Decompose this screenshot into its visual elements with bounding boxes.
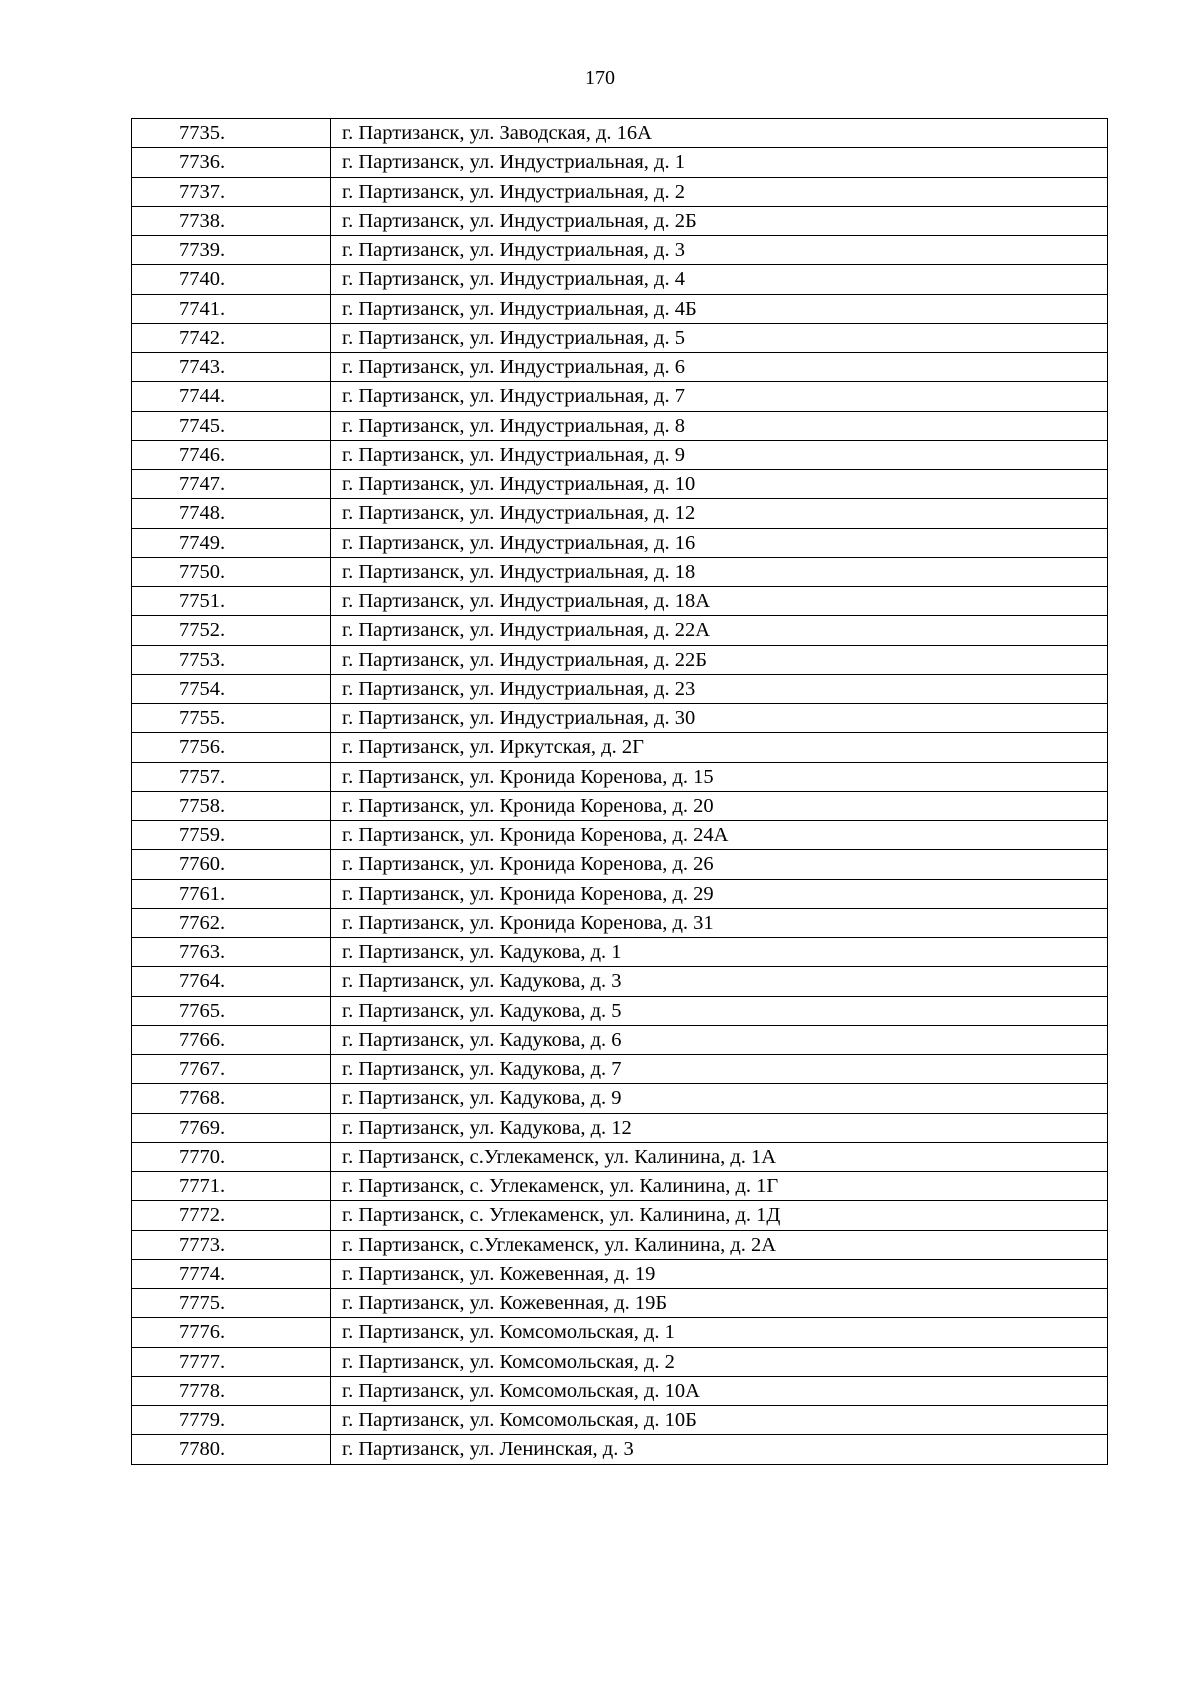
address-cell: г. Партизанск, ул. Кронида Коренова, д. 29 <box>331 879 1108 908</box>
row-number-cell: 7772. <box>132 1201 331 1230</box>
table-row <box>132 1435 1108 1464</box>
row-number-cell: 7758. <box>132 791 331 820</box>
address-cell: г. Партизанск, ул. Кадукова, д. 6 <box>331 1025 1108 1054</box>
address-cell: г. Партизанск, с. Углекаменск, ул. Калинина, д. 1Г <box>331 1172 1108 1201</box>
table-row <box>132 265 1108 294</box>
address-table <box>131 118 1108 1465</box>
table-row <box>132 470 1108 499</box>
table-row <box>132 1113 1108 1142</box>
row-number-cell: 7742. <box>132 323 331 352</box>
row-number-cell: 7759. <box>132 821 331 850</box>
address-cell: г. Партизанск, ул. Индустриальная, д. 22Б <box>331 645 1108 674</box>
address-cell: г. Партизанск, с.Углекаменск, ул. Калинина, д. 2А <box>331 1230 1108 1259</box>
row-number-cell: 7747. <box>132 470 331 499</box>
row-number-cell: 7780. <box>132 1435 331 1464</box>
row-number-cell: 7757. <box>132 762 331 791</box>
row-number-cell: 7763. <box>132 938 331 967</box>
address-cell: г. Партизанск, ул. Индустриальная, д. 12 <box>331 499 1108 528</box>
row-number-cell: 7743. <box>132 353 331 382</box>
table-row <box>132 294 1108 323</box>
address-cell: г. Партизанск, ул. Комсомольская, д. 1 <box>331 1318 1108 1347</box>
address-cell: г. Партизанск, ул. Кронида Коренова, д. 15 <box>331 762 1108 791</box>
table-row <box>132 1201 1108 1230</box>
address-cell: г. Партизанск, с. Углекаменск, ул. Калинина, д. 1Д <box>331 1201 1108 1230</box>
table-row <box>132 587 1108 616</box>
row-number-cell: 7764. <box>132 967 331 996</box>
table-row <box>132 674 1108 703</box>
row-number-cell: 7776. <box>132 1318 331 1347</box>
row-number-cell: 7750. <box>132 557 331 586</box>
address-cell: г. Партизанск, ул. Кадукова, д. 7 <box>331 1055 1108 1084</box>
row-number-cell: 7756. <box>132 733 331 762</box>
row-number-cell: 7769. <box>132 1113 331 1142</box>
row-number-cell: 7755. <box>132 704 331 733</box>
table-row <box>132 850 1108 879</box>
row-number-cell: 7745. <box>132 411 331 440</box>
address-cell: г. Партизанск, ул. Индустриальная, д. 2Б <box>331 206 1108 235</box>
address-cell: г. Партизанск, ул. Индустриальная, д. 22А <box>331 616 1108 645</box>
table-row <box>132 236 1108 265</box>
row-number-cell: 7774. <box>132 1259 331 1288</box>
table-row <box>132 1172 1108 1201</box>
table-row <box>132 528 1108 557</box>
address-cell: г. Партизанск, ул. Индустриальная, д. 4Б <box>331 294 1108 323</box>
address-cell: г. Партизанск, ул. Комсомольская, д. 2 <box>331 1347 1108 1376</box>
table-row <box>132 821 1108 850</box>
row-number-cell: 7770. <box>132 1142 331 1171</box>
table-row <box>132 1259 1108 1288</box>
address-cell: г. Партизанск, ул. Индустриальная, д. 9 <box>331 440 1108 469</box>
address-cell: г. Партизанск, ул. Индустриальная, д. 5 <box>331 323 1108 352</box>
row-number-cell: 7740. <box>132 265 331 294</box>
address-cell: г. Партизанск, ул. Индустриальная, д. 30 <box>331 704 1108 733</box>
table-row <box>132 967 1108 996</box>
table-row <box>132 1406 1108 1435</box>
table-row <box>132 762 1108 791</box>
address-cell: г. Партизанск, ул. Кадукова, д. 1 <box>331 938 1108 967</box>
address-cell: г. Партизанск, ул. Индустриальная, д. 6 <box>331 353 1108 382</box>
address-cell: г. Партизанск, ул. Кадукова, д. 9 <box>331 1084 1108 1113</box>
row-number-cell: 7749. <box>132 528 331 557</box>
address-cell: г. Партизанск, ул. Кронида Коренова, д. 24А <box>331 821 1108 850</box>
row-number-cell: 7761. <box>132 879 331 908</box>
row-number-cell: 7779. <box>132 1406 331 1435</box>
table-row <box>132 1347 1108 1376</box>
address-cell: г. Партизанск, ул. Ленинская, д. 3 <box>331 1435 1108 1464</box>
row-number-cell: 7766. <box>132 1025 331 1054</box>
row-number-cell: 7748. <box>132 499 331 528</box>
address-cell: г. Партизанск, ул. Иркутская, д. 2Г <box>331 733 1108 762</box>
row-number-cell: 7735. <box>132 119 331 148</box>
row-number-cell: 7753. <box>132 645 331 674</box>
address-cell: г. Партизанск, ул. Кронида Коренова, д. 26 <box>331 850 1108 879</box>
table-row <box>132 616 1108 645</box>
page-number: 170 <box>585 67 615 89</box>
address-cell: г. Партизанск, ул. Индустриальная, д. 7 <box>331 382 1108 411</box>
row-number-cell: 7744. <box>132 382 331 411</box>
row-number-cell: 7746. <box>132 440 331 469</box>
row-number-cell: 7768. <box>132 1084 331 1113</box>
address-cell: г. Партизанск, ул. Комсомольская, д. 10А <box>331 1376 1108 1405</box>
table-row <box>132 1289 1108 1318</box>
address-cell: г. Партизанск, ул. Заводская, д. 16А <box>331 119 1108 148</box>
address-cell: г. Партизанск, ул. Индустриальная, д. 10 <box>331 470 1108 499</box>
address-cell: г. Партизанск, ул. Кронида Коренова, д. 31 <box>331 908 1108 937</box>
row-number-cell: 7767. <box>132 1055 331 1084</box>
row-number-cell: 7752. <box>132 616 331 645</box>
table-row <box>132 119 1108 148</box>
address-cell: г. Партизанск, ул. Кожевенная, д. 19Б <box>331 1289 1108 1318</box>
table-row <box>132 996 1108 1025</box>
address-cell: г. Партизанск, ул. Индустриальная, д. 1 <box>331 148 1108 177</box>
address-cell: г. Партизанск, ул. Индустриальная, д. 4 <box>331 265 1108 294</box>
row-number-cell: 7760. <box>132 850 331 879</box>
table-body <box>132 119 1108 1465</box>
address-cell: г. Партизанск, ул. Индустриальная, д. 18 <box>331 557 1108 586</box>
row-number-cell: 7765. <box>132 996 331 1025</box>
address-cell: г. Партизанск, ул. Индустриальная, д. 2 <box>331 177 1108 206</box>
table-row <box>132 382 1108 411</box>
table-row <box>132 411 1108 440</box>
table-row <box>132 353 1108 382</box>
table-row <box>132 1025 1108 1054</box>
address-cell: г. Партизанск, ул. Кадукова, д. 12 <box>331 1113 1108 1142</box>
table-row <box>132 177 1108 206</box>
table-row <box>132 938 1108 967</box>
table-row <box>132 1376 1108 1405</box>
table-row <box>132 440 1108 469</box>
table-row <box>132 791 1108 820</box>
row-number-cell: 7754. <box>132 674 331 703</box>
table-row <box>132 1055 1108 1084</box>
row-number-cell: 7775. <box>132 1289 331 1318</box>
table-row <box>132 323 1108 352</box>
row-number-cell: 7736. <box>132 148 331 177</box>
table-row <box>132 1142 1108 1171</box>
row-number-cell: 7741. <box>132 294 331 323</box>
row-number-cell: 7737. <box>132 177 331 206</box>
address-cell: г. Партизанск, ул. Кронида Коренова, д. 20 <box>331 791 1108 820</box>
address-cell: г. Партизанск, ул. Индустриальная, д. 8 <box>331 411 1108 440</box>
table-row <box>132 704 1108 733</box>
address-cell: г. Партизанск, ул. Кадукова, д. 3 <box>331 967 1108 996</box>
row-number-cell: 7738. <box>132 206 331 235</box>
table-row <box>132 1230 1108 1259</box>
table-row <box>132 645 1108 674</box>
address-cell: г. Партизанск, ул. Индустриальная, д. 16 <box>331 528 1108 557</box>
table-row <box>132 557 1108 586</box>
row-number-cell: 7762. <box>132 908 331 937</box>
address-cell: г. Партизанск, ул. Комсомольская, д. 10Б <box>331 1406 1108 1435</box>
row-number-cell: 7771. <box>132 1172 331 1201</box>
table-row <box>132 148 1108 177</box>
address-cell: г. Партизанск, ул. Индустриальная, д. 23 <box>331 674 1108 703</box>
row-number-cell: 7739. <box>132 236 331 265</box>
table-row <box>132 499 1108 528</box>
address-cell: г. Партизанск, ул. Кадукова, д. 5 <box>331 996 1108 1025</box>
table-row <box>132 1318 1108 1347</box>
address-cell: г. Партизанск, с.Углекаменск, ул. Калинина, д. 1А <box>331 1142 1108 1171</box>
address-cell: г. Партизанск, ул. Индустриальная, д. 3 <box>331 236 1108 265</box>
row-number-cell: 7777. <box>132 1347 331 1376</box>
table-row <box>132 733 1108 762</box>
row-number-cell: 7778. <box>132 1376 331 1405</box>
table-row <box>132 206 1108 235</box>
address-cell: г. Партизанск, ул. Индустриальная, д. 18А <box>331 587 1108 616</box>
table-row <box>132 908 1108 937</box>
row-number-cell: 7751. <box>132 587 331 616</box>
table-row <box>132 879 1108 908</box>
address-cell: г. Партизанск, ул. Кожевенная, д. 19 <box>331 1259 1108 1288</box>
row-number-cell: 7773. <box>132 1230 331 1259</box>
table-row <box>132 1084 1108 1113</box>
